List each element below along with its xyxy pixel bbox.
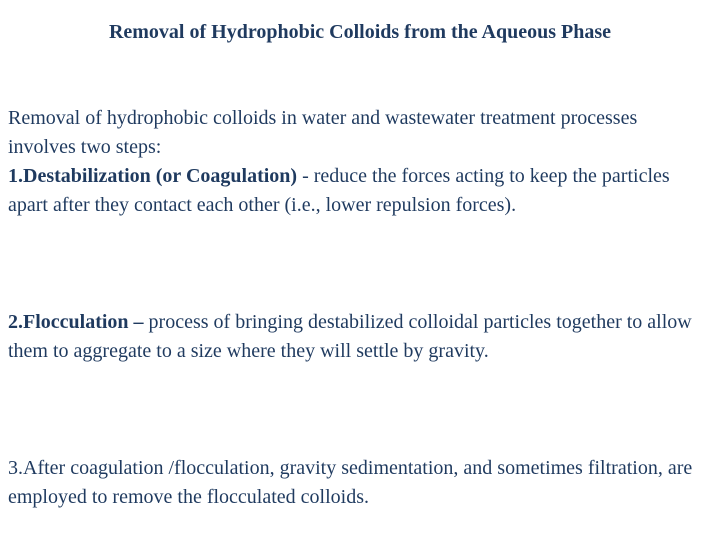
step-3-text: 3.After coagulation /flocculation, gravity sedimentation, and sometimes filtration, are employed to remove the flocculated colloids. xyxy=(8,457,693,508)
paragraph-step-3 xyxy=(8,454,708,512)
step-2-heading: 2.Flocculation – xyxy=(8,311,144,333)
step-2-body: process of bringing destabilized colloidal particles together to allow them to aggregate to a size where they will settle by gravity. xyxy=(8,311,692,362)
intro-text: Removal of hydrophobic colloids in water and wastewater treatment processes involves two steps: xyxy=(8,107,638,158)
paragraph-intro-and-step-1 xyxy=(8,104,708,220)
step-1-heading: 1.Destabilization (or Coagulation) xyxy=(8,165,298,187)
slide-title: Removal of Hydrophobic Colloids from the Aqueous Phase xyxy=(108,21,612,43)
step-1-body: - reduce the forces acting to keep the particles apart after they contact each other (i.e., lower repulsion forces). xyxy=(8,165,670,216)
paragraph-step-2 xyxy=(8,308,708,366)
